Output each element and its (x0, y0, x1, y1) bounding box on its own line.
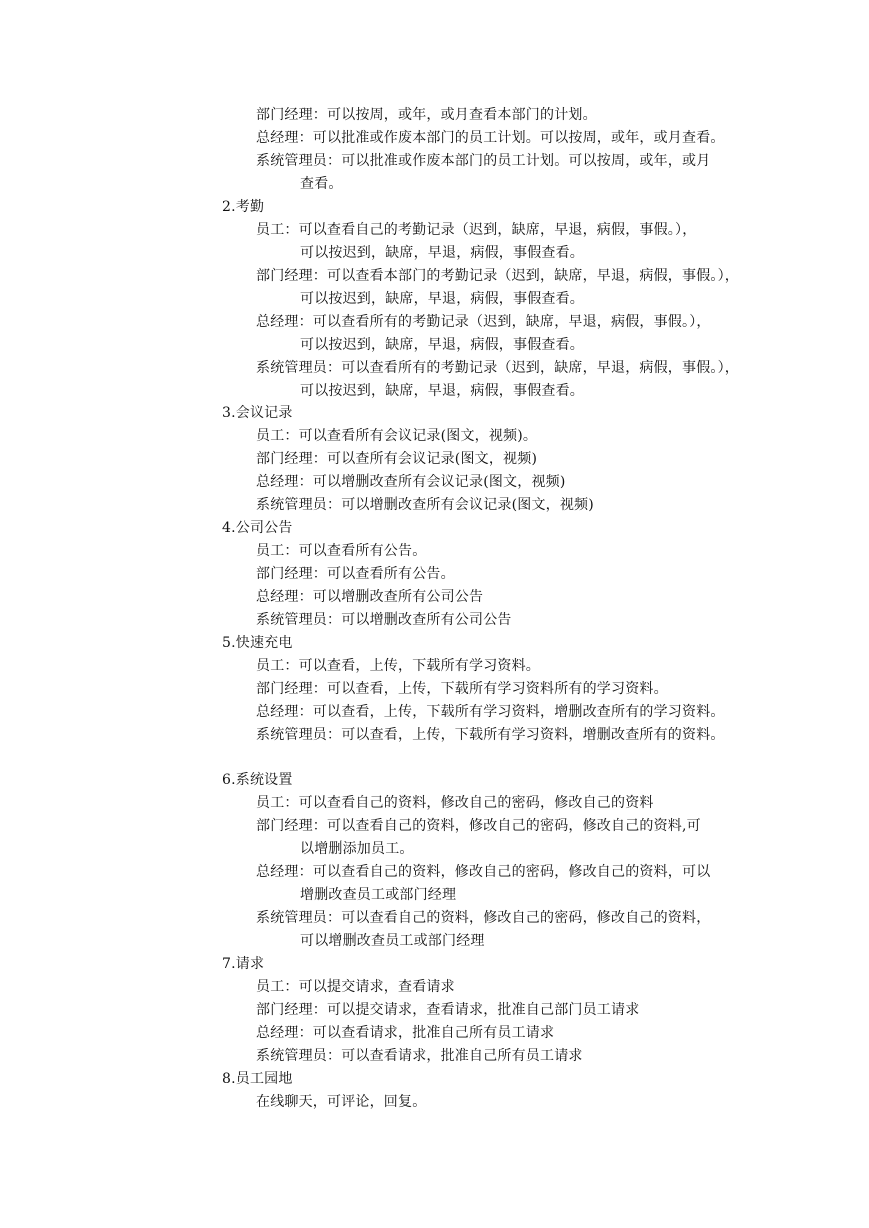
text-line: 总经理：可以增删改查所有公司公告 (256, 589, 484, 605)
text-line: 总经理：可以查看，上传，下载所有学习资料，增删改查所有的学习资料。 (256, 704, 725, 720)
text-line: 总经理：可以批准或作废本部门的员工计划。可以按周，或年，或月查看。 (256, 130, 725, 146)
section-heading: 5.快速充电 (222, 635, 293, 651)
text-line: 系统管理员：可以批准或作废本部门的员工计划。可以按周，或年，或月 (256, 153, 711, 169)
text-line: 可以按迟到，缺席，早退，病假，事假查看。 (300, 337, 584, 353)
text-line: 在线聊天，可评论，回复。 (256, 1094, 427, 1110)
text-line: 总经理：可以查看请求，批准自己所有员工请求 (256, 1025, 555, 1041)
text-line: 总经理：可以查看所有的考勤记录（迟到，缺席，早退，病假，事假。）， (256, 314, 711, 330)
section-heading: 3.会议记录 (222, 405, 293, 421)
text-line: 系统管理员：可以查看自己的资料，修改自己的密码，修改自己的资料， (256, 910, 711, 926)
text-line: 员工：可以查看，上传，下载所有学习资料。 (256, 658, 540, 674)
section-heading: 6.系统设置 (222, 772, 293, 788)
text-line: 可以按迟到，缺席，早退，病假，事假查看。 (300, 291, 584, 307)
text-line: 系统管理员：可以查看请求，批准自己所有员工请求 (256, 1048, 583, 1064)
text-line: 部门经理：可以提交请求，查看请求，批准自己部门员工请求 (256, 1002, 640, 1018)
text-line: 查看。 (300, 176, 343, 192)
text-line: 部门经理：可以查看所有公告。 (256, 566, 455, 582)
text-line: 员工：可以查看自己的考勤记录（迟到，缺席，早退，病假，事假。）， (256, 222, 697, 238)
text-line: 可以按迟到，缺席，早退，病假，事假查看。 (300, 245, 584, 261)
text-line: 部门经理：可以查所有会议记录(图文，视频) (256, 451, 538, 467)
text-line: 员工：可以查看自己的资料，修改自己的密码，修改自己的资料 (256, 795, 654, 811)
section-heading: 2.考勤 (222, 199, 265, 215)
text-line: 部门经理：可以查看自己的资料，修改自己的密码，修改自己的资料,可 (256, 818, 701, 834)
text-line: 部门经理：可以查看，上传，下载所有学习资料所有的学习资料。 (256, 681, 668, 697)
section-heading: 8.员工园地 (222, 1071, 293, 1087)
text-line: 总经理：可以查看自己的资料，修改自己的密码，修改自己的资料，可以 (256, 864, 711, 880)
text-line: 部门经理：可以查看本部门的考勤记录（迟到，缺席，早退，病假，事假。）， (256, 268, 739, 284)
text-line: 员工：可以查看所有会议记录(图文，视频)。 (256, 428, 538, 444)
text-line: 总经理：可以增删改查所有会议记录(图文，视频) (256, 474, 566, 490)
text-line: 员工：可以查看所有公告。 (256, 543, 427, 559)
text-line: 系统管理员：可以查看所有的考勤记录（迟到，缺席，早退，病假，事假。）， (256, 360, 739, 376)
text-line: 可以增删改查员工或部门经理 (300, 933, 485, 949)
text-line: 增删改查员工或部门经理 (300, 887, 457, 903)
text-line: 系统管理员：可以查看，上传，下载所有学习资料，增删改查所有的资料。 (256, 727, 725, 743)
section-heading: 4.公司公告 (222, 520, 293, 536)
text-line: 部门经理：可以按周，或年，或月查看本部门的计划。 (256, 107, 597, 123)
text-line: 员工：可以提交请求，查看请求 (256, 979, 455, 995)
text-line: 可以按迟到，缺席，早退，病假，事假查看。 (300, 383, 584, 399)
text-line: 以增删添加员工。 (300, 841, 414, 857)
text-line: 系统管理员：可以增删改查所有公司公告 (256, 612, 512, 628)
section-heading: 7.请求 (222, 956, 265, 972)
text-line: 系统管理员：可以增删改查所有会议记录(图文，视频) (256, 497, 594, 513)
